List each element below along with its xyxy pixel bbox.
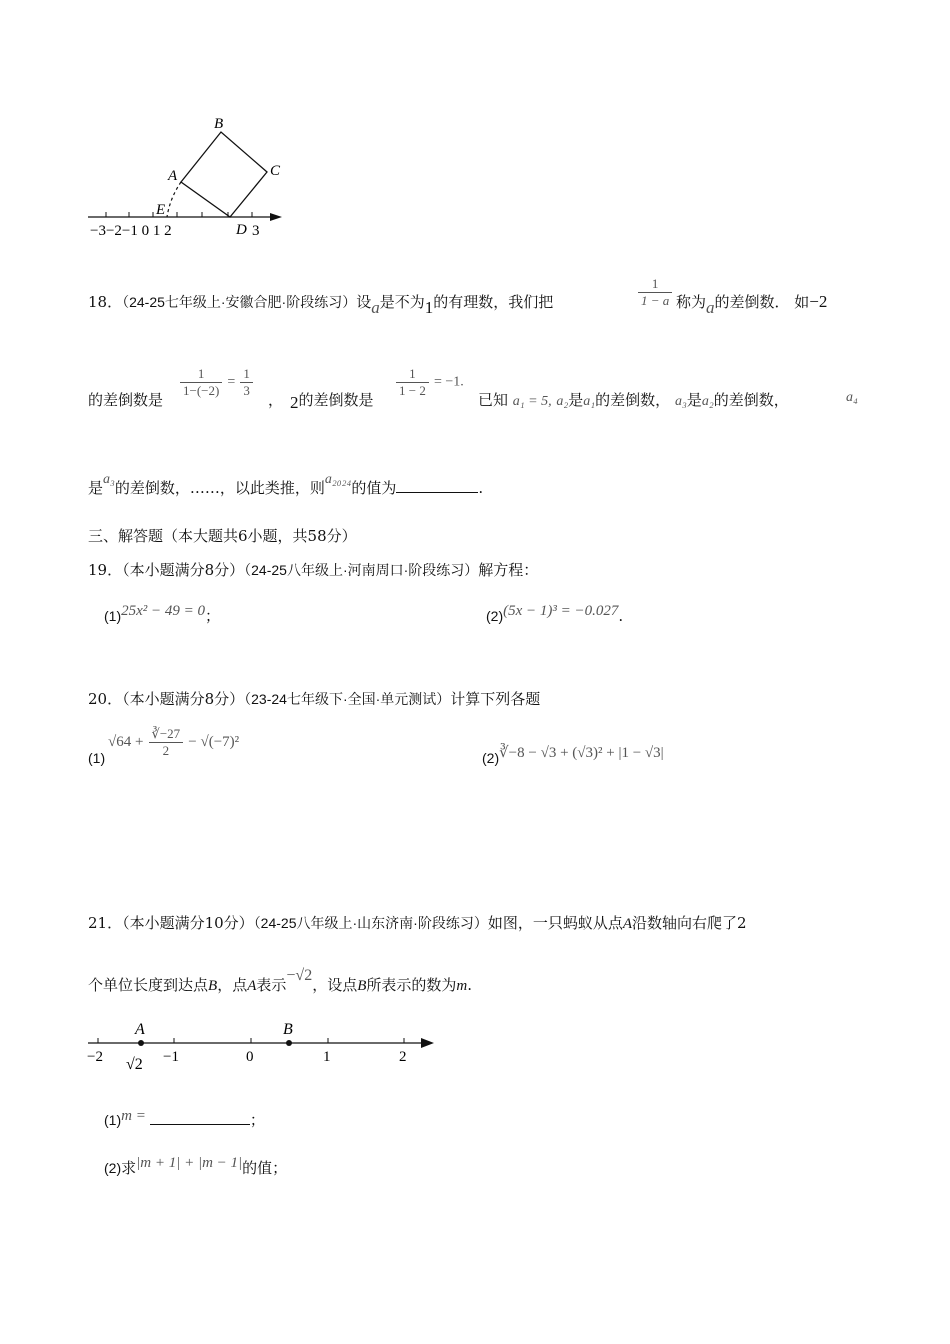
tick-label: −2 — [87, 1049, 103, 1065]
number-line-arrow — [270, 213, 282, 221]
tick-label: 2 — [399, 1049, 407, 1065]
q21-part1: (1)m = ； — [104, 1108, 265, 1129]
tick-label-3: 3 — [252, 223, 260, 239]
label-C: C — [270, 163, 281, 179]
q18-number: 18． — [88, 293, 123, 311]
q19-part2: (2)(5x − 1)³ = −0.027. — [486, 603, 624, 625]
tick-label: 0 — [246, 1049, 254, 1065]
q21-line1: 21．（本小题满分10分）（24-25八年级上·山东济南·阶段练习）如图，一只蚂蚁从点A沿数轴向右爬了2 — [88, 914, 747, 932]
label-B: B — [214, 116, 224, 132]
point-B — [286, 1040, 292, 1046]
tick-label: 1 — [323, 1049, 331, 1065]
point-A — [138, 1040, 144, 1046]
q20-part2: (2)∛−8 − √3 + (√3)² + |1 − √3| — [482, 745, 664, 766]
q21-number-line-figure — [84, 1016, 444, 1076]
q18-frac-def: $\frac{1}{1 - a}$ — [638, 276, 672, 309]
q20-part1-expr: √64 + $\frac{∛-27}{2}$ − √(−7)² — [108, 726, 240, 758]
tick-label: −1 — [163, 1049, 179, 1065]
section-3-title: 三、解答题（本大题共6小题，共58分） — [88, 527, 357, 545]
q21-line2: 个单位长度到达点B，点A表示−√2，设点B所表示的数为m. — [88, 967, 473, 994]
q19-part1: (1)25x² − 49 = 0； — [104, 603, 221, 625]
q21-part2: (2)求|m + 1| + |m − 1|的值； — [104, 1155, 288, 1177]
q20-header: 20．（本小题满分8分）（23-24七年级下·全国·单元测试）计算下列各题 — [88, 690, 541, 708]
figure-square-number-line — [84, 112, 294, 242]
square-abcd — [181, 132, 267, 217]
label-E: E — [156, 202, 166, 218]
label-sqrt2: √2 — [126, 1056, 143, 1073]
q18-line1: 18．（24-25七年级上·安徽合肥·阶段练习）设a是不为1的有理数，我们把 — [88, 293, 554, 317]
q18-answer-blank[interactable] — [396, 492, 478, 493]
label-B: B — [283, 1021, 293, 1038]
q19-header: 19．（本小题满分8分）（24-25八年级上·河南周口·阶段练习）解方程： — [88, 561, 539, 579]
dashed-arc — [167, 182, 181, 217]
q20-part1-label: (1) — [88, 750, 106, 766]
q21-answer-blank[interactable] — [150, 1124, 250, 1125]
q18-source: （24-25七年级上·安徽合肥·阶段练习） — [122, 294, 357, 310]
label-A: A — [135, 1021, 145, 1038]
label-A: A — [168, 168, 178, 184]
tick-labels: −3−2−1 0 1 2 — [90, 223, 172, 239]
label-D: D — [236, 222, 247, 238]
number-line-arrow — [421, 1038, 434, 1048]
q18-example1: $\frac{1}{1-(-2)}$ = $\frac{1}{3}$ — [180, 366, 253, 399]
q18-example2: $\frac{1}{1 - 2}$ = −1. — [396, 366, 464, 399]
